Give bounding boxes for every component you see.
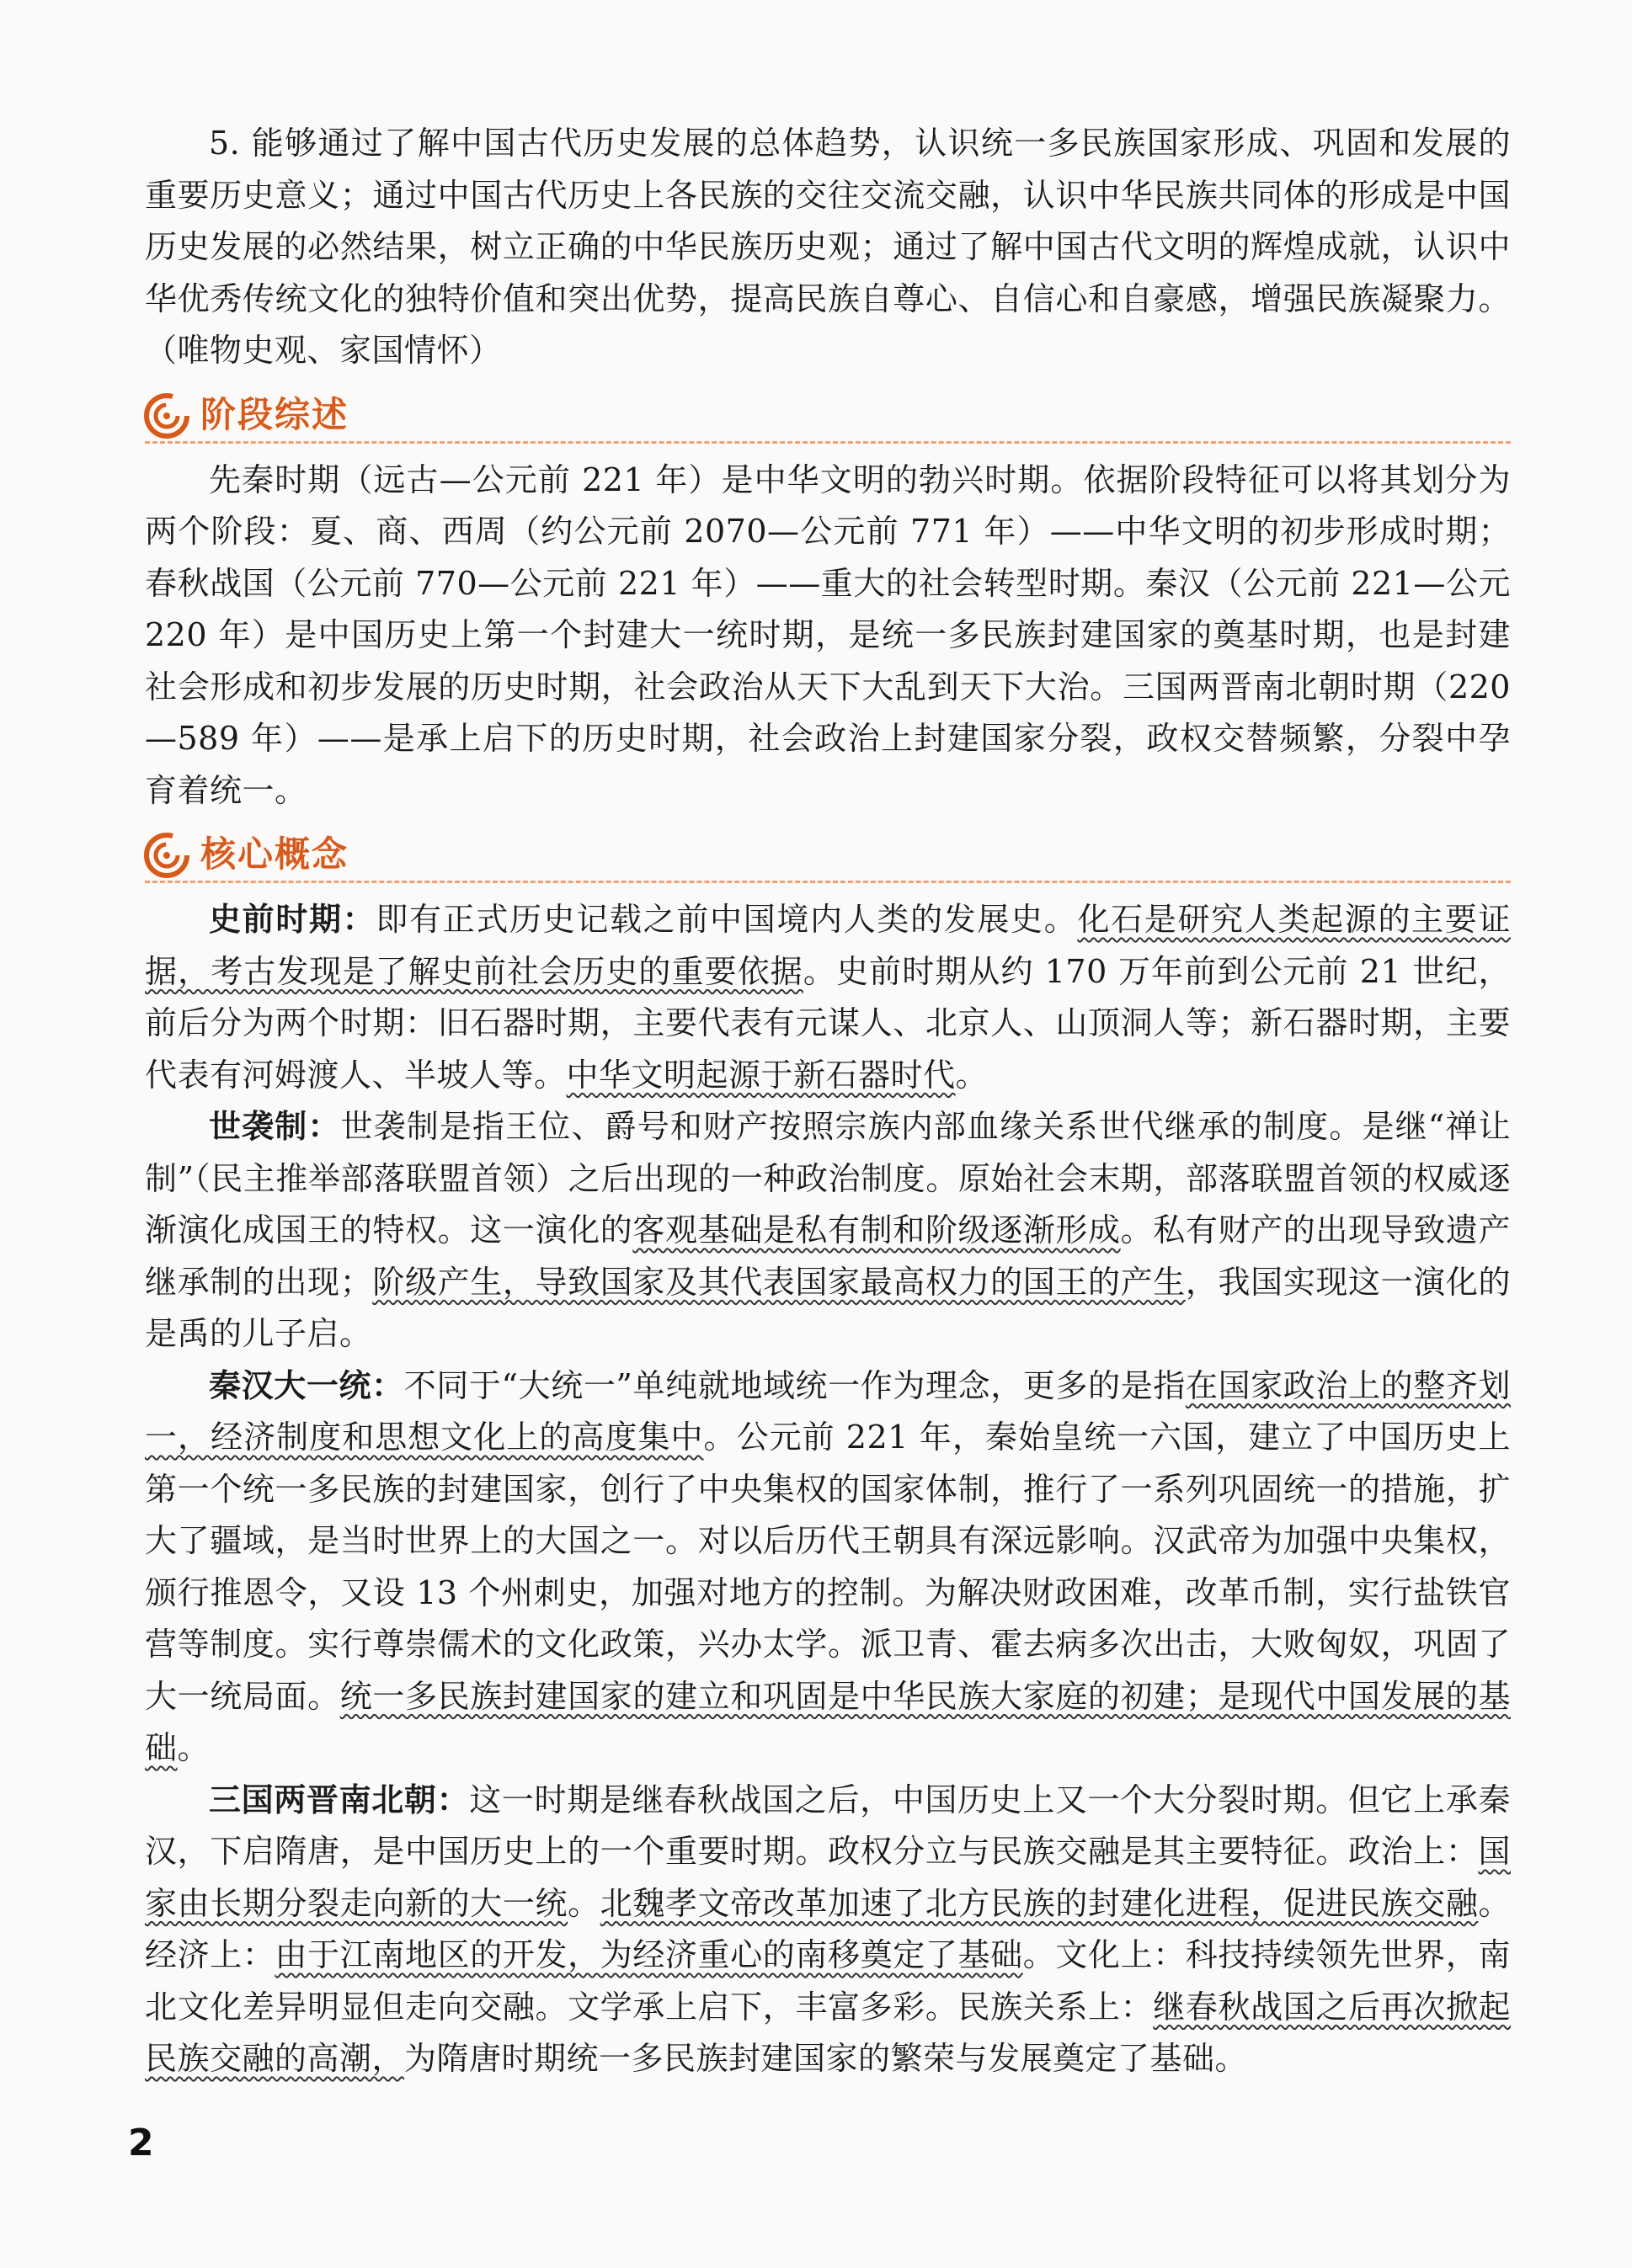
key-point: 统一多民族封建国家的建立和巩固是中华民族大家庭的初建；是现代中国发展的基础	[145, 1677, 1511, 1766]
concept-text: 不同于“大统一”单纯就地域统一作为理念，更多的是指	[403, 1366, 1186, 1404]
key-point: 中华文明起源于新石器时代	[566, 1056, 956, 1094]
concept-term: 秦汉大一统：	[209, 1366, 404, 1404]
key-point: 化石是研究人类起源的主要证据，考古发现是了解史前社会历史的重要依据	[145, 901, 1511, 990]
section-title: 核心概念	[200, 833, 349, 875]
key-point: 客观基础是私有制和阶级逐渐形成	[632, 1211, 1121, 1248]
objective-item-5: 5. 能够通过了解中国古代历史发展的总体趋势，认识统一多民族国家形成、巩固和发展的重要历史意义；通过中国古代历史上各民族的交往交流交融，认识中华民族共同体的形成是中国历史发展的必然结果，树立正确的中华民族历史观；通过了解中国古代文明的辉煌成就，认识中华优秀传统文化的独特价值和突出优势，提高民族自尊心、自信心和自豪感，增强民族凝聚力。（唯物史观、家国情怀）	[145, 125, 1511, 369]
key-point: 由于江南地区的开发，为经济重心的南移奠定了基础	[275, 1936, 1023, 1973]
concept-text: 这一时期是继春秋战国之后，中国历史上又一个大分裂时期。但它上承秦汉，下启隋唐，是中国历史上的一个重要时期。政权分立与民族交融是其主要特征。政治上：	[145, 1781, 1511, 1870]
page-content	[145, 118, 1511, 2085]
concept-hereditary	[145, 1101, 1511, 1360]
concept-qinhan	[145, 1360, 1511, 1775]
concept-term: 史前时期：	[209, 901, 376, 938]
section-swirl-icon	[143, 832, 190, 879]
dashed-divider	[145, 441, 1511, 444]
section-header-overview	[145, 377, 1511, 455]
concept-text: 即有正式历史记载之前中国境内人类的发展史。	[376, 901, 1078, 938]
concept-text: 。私有财产的出现导致遗产继承制的出现；	[145, 1211, 1511, 1301]
section-title: 阶段综述	[200, 393, 349, 435]
overview-paragraph: 先秦时期（远古—公元前 221 年）是中华文明的勃兴时期。依据阶段特征可以将其划分为两个阶段：夏、商、西周（约公元前 2070—公元前 771 年）——中华文明的初步形成时期；春秋战国（公元前 770—公元前 221 年）——重大的社会转型时期。秦汉（公元前 221—公元 220 年）是中国历史上第一个封建大一统时期，是统一多民族封建国家的奠基时期，也是封建社会形成和初步发展的历史时期，社会政治从天下大乱到天下大治。三国两晋南北朝时期（220—589 年）——是承上启下的历史时期，社会政治上封建国家分裂，政权交替频繁，分裂中孕育着统一。	[145, 461, 1511, 809]
concept-prehistory	[145, 894, 1511, 1101]
concept-text: 。文化上：科技持续领先世界，南北文化差异明显但走向交融。文学承上启下，丰富多彩。民族关系上：	[145, 1936, 1511, 2026]
concept-text: 为隋唐时期统一多民族封建国家的繁荣与发展奠定了基础。	[404, 2040, 1248, 2077]
concept-text: 。公元前 221 年，秦始皇统一六国，建立了中国历史上第一个统一多民族的封建国家，创行了中央集权的国家体制，推行了一系列巩固统一的措施，扩大了疆域，是当时世界上的大国之一。对以后历代王朝具有深远影响。汉武帝为加强中央集权，颁行推恩令，又设 13 个州刺史，加强对地方的控制。为解决财政困难，改革币制，实行盐铁官营等制度。实行尊崇儒术的文化政策，兴办太学。派卫青、霍去病多次出击，大败匈奴，巩固了大一统局面。	[145, 1419, 1511, 1715]
concept-text: 。	[955, 1056, 989, 1094]
key-point: 阶级产生，导致国家及其代表国家最高权力的国王的产生	[372, 1263, 1186, 1301]
section-header-concepts	[145, 817, 1511, 894]
concept-term: 三国两晋南北朝：	[209, 1781, 470, 1818]
page-number: 2	[128, 2122, 154, 2164]
dashed-divider	[145, 881, 1511, 883]
concept-text: 世袭制是指王位、爵号和财产按照宗族内部血缘关系世代继承的制度。是继“禅让制”（民主推举部落联盟首领）之后出现的一种政治制度。原始社会末期，部落联盟首领的权威逐渐演化成国王的特权。这一演化的	[145, 1108, 1511, 1248]
concept-text: 。史前时期从约 170 万年前到公元前 21 世纪，前后分为两个时期：旧石器时期，主要代表有元谋人、北京人、山顶洞人等；新石器时期，主要代表有河姆渡人、半坡人等。	[145, 952, 1511, 1094]
key-point: 北魏孝文帝改革加速了北方民族的封建化进程，促进民族交融	[600, 1884, 1479, 1922]
concept-text: 。经济上：	[145, 1884, 1511, 1973]
concept-text: ，我国实现这一演化的是禹的儿子启。	[145, 1263, 1511, 1352]
key-point: 在国家政治上的整齐划一，经济制度和思想文化上的高度集中	[145, 1366, 1511, 1456]
concept-sanguo	[145, 1775, 1511, 2085]
concept-term: 世袭制：	[209, 1108, 341, 1145]
section-swirl-icon	[143, 392, 190, 439]
key-point: 国家由长期分裂走向新的大一统	[145, 1833, 1511, 1922]
concept-text: 。	[568, 1884, 600, 1922]
concept-text: 。	[177, 1729, 211, 1766]
key-point: 继春秋战国之后再次掀起民族交融的高潮，	[145, 1988, 1511, 2077]
